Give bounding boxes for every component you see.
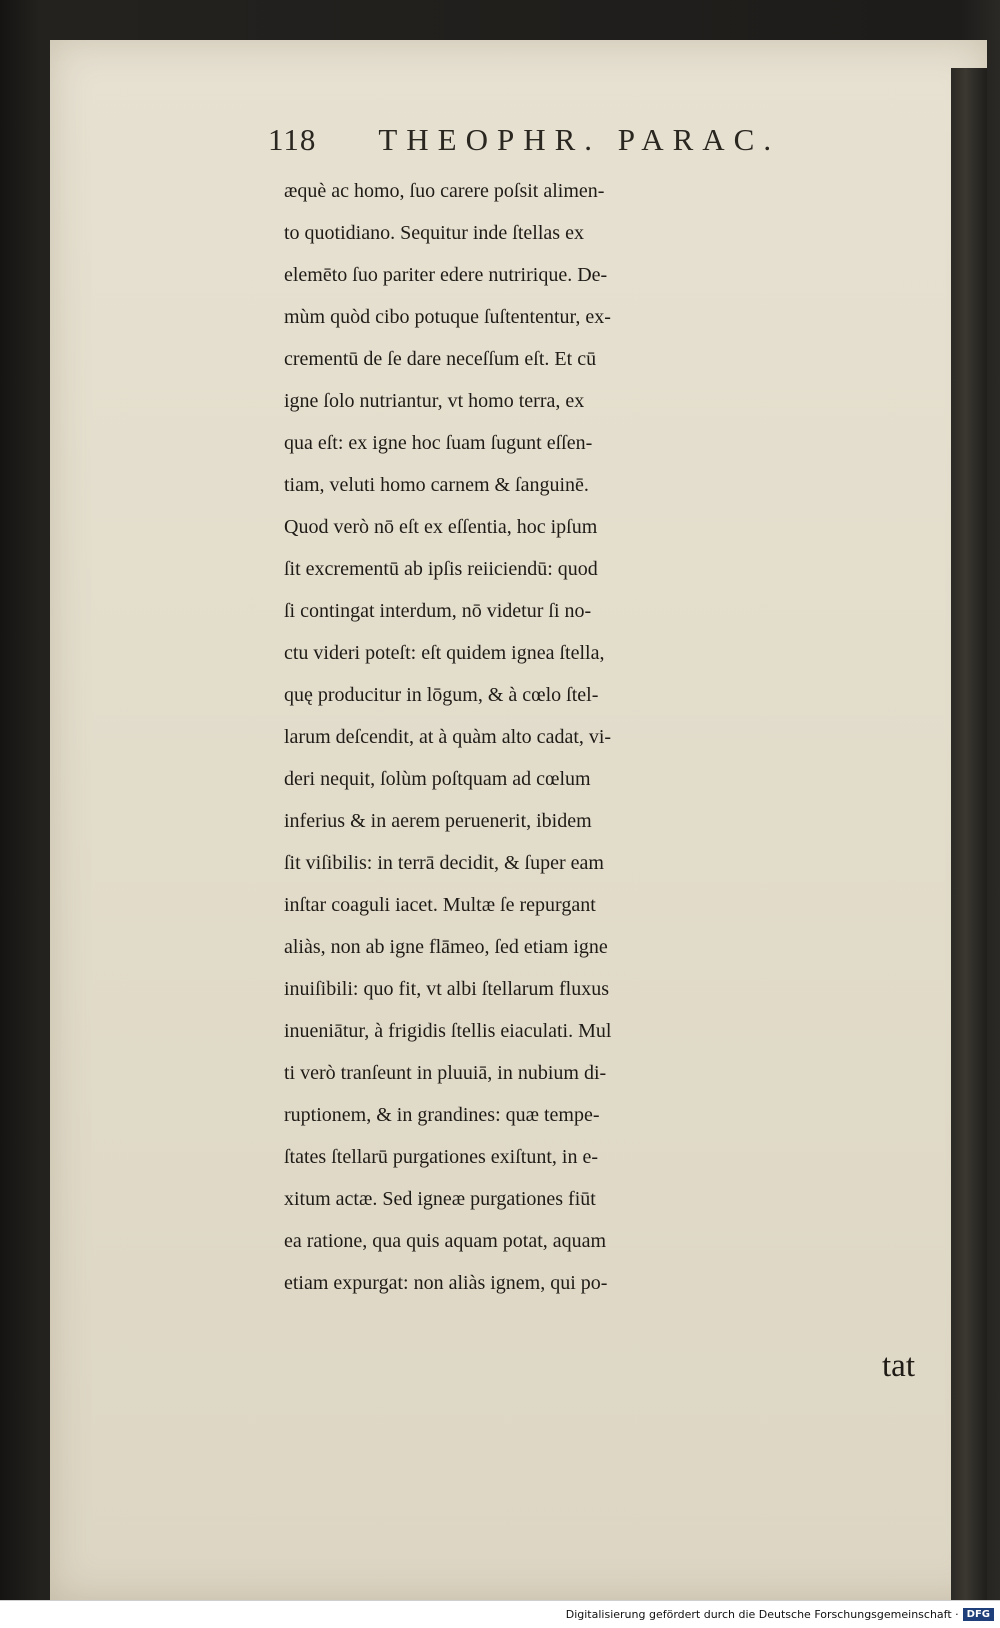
running-title: THEOPHR. PARAC.: [378, 122, 781, 157]
text-line: inferius & in aerem peruenerit, ibidem: [284, 810, 592, 832]
text-line: ſi contingat interdum, nō videtur ſi no-: [284, 600, 592, 622]
text-line: deri nequit, ſolùm poſtquam ad cœlum: [284, 768, 591, 790]
text-line: igne ſolo nutriantur, vt homo terra, ex: [284, 390, 585, 412]
text-line: æquè ac homo, ſuo carere poſsit alimen-: [284, 180, 605, 202]
text-line: tiam, veluti homo carnem & ſanguinē.: [284, 474, 589, 496]
text-line: ruptionem, & in grandines: quæ tempe-: [284, 1104, 600, 1126]
text-line: crementū de ſe dare neceſſum eſt. Et cū: [284, 348, 597, 370]
text-line: etiam expurgat: non aliàs ignem, qui po-: [284, 1272, 608, 1294]
text-line: ſtates ſtellarū purgationes exiſtunt, in e-: [284, 1146, 598, 1168]
dfg-logo: DFG: [963, 1608, 994, 1621]
text-line: Quod verò nō eſt ex eſſentia, hoc ipſum: [284, 516, 598, 538]
text-line: larum deſcendit, at à quàm alto cadat, vi-: [284, 726, 612, 748]
footer-credit: Digitalisierung gefördert durch die Deutsche Forschungsgemeinschaft ·: [565, 1608, 959, 1621]
text-line: elemēto ſuo pariter edere nutririque. De-: [284, 264, 608, 286]
text-line: ſit viſibilis: in terrā decidit, & ſuper eam: [284, 852, 604, 874]
text-line: inſtar coaguli iacet. Multæ ſe repurgant: [284, 894, 596, 916]
digitization-footer: [0, 1600, 1000, 1628]
text-line: aliàs, non ab igne flāmeo, ſed etiam igne: [284, 936, 608, 958]
page-number: 118: [268, 122, 317, 157]
running-header: [268, 120, 868, 160]
text-line: inuiſibili: quo fit, vt albi ſtellarum fluxus: [284, 978, 609, 1000]
text-line: qua eſt: ex igne hoc ſuam ſugunt eſſen-: [284, 432, 593, 454]
text-line: quę producitur in lōgum, & à cœlo ſtel-: [284, 684, 599, 706]
text-line: ctu videri poteſt: eſt quidem ignea ſtella,: [284, 642, 605, 664]
text-line: ti verò tranſeunt in pluuiā, in nubium di-: [284, 1062, 607, 1084]
text-line: inueniātur, à frigidis ſtellis eiaculati. Mul: [284, 1020, 612, 1042]
text-line: to quotidiano. Sequitur inde ſtellas ex: [284, 222, 584, 244]
page-edge: [951, 68, 987, 1608]
catchword: tat: [882, 1348, 915, 1384]
text-line: mùm quòd cibo potuque ſuſtententur, ex-: [284, 306, 611, 328]
text-line: ſit excrementū ab ipſis reiiciendū: quod: [284, 558, 598, 580]
text-line: ea ratione, qua quis aquam potat, aquam: [284, 1230, 607, 1252]
body-text: [284, 170, 944, 1304]
text-line: xitum actæ. Sed igneæ purgationes fiūt: [284, 1188, 596, 1210]
